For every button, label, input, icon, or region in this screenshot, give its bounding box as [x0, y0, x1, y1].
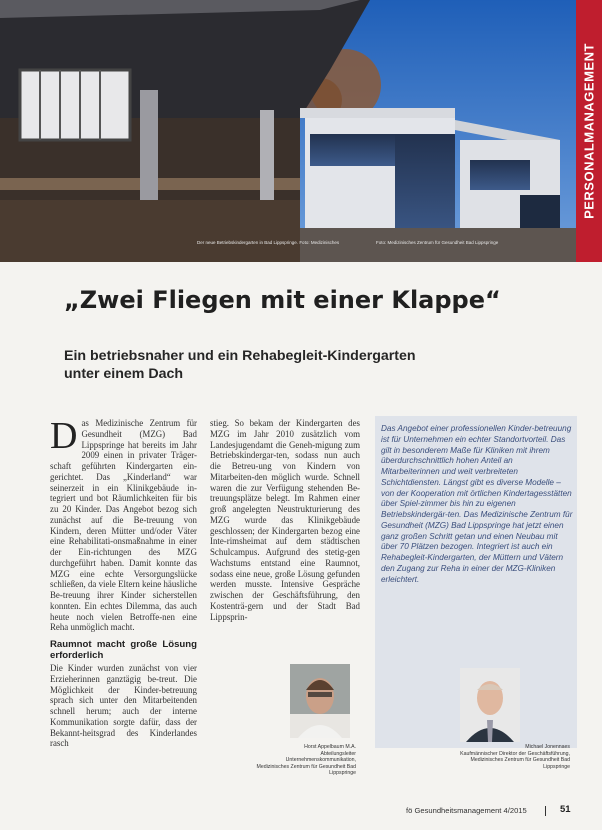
journal-footer: fö Gesundheitsmanagement 4/2015: [406, 806, 527, 815]
section-tab: [576, 0, 602, 262]
section-tab-label: PERSONALMANAGEMENT: [581, 43, 597, 219]
section-subheading: Raumnot macht große Lösung erforderlich: [50, 639, 197, 661]
author-photo-2: [460, 668, 520, 742]
author-caption-2: [450, 744, 570, 770]
teaser-text: Das Angebot einer professionellen Kinder-betreuung ist für Unternehmen ein echter Standortvorteil. Das gilt in besonderem Maße für Kliniken mit ihrem überdurchschnittlich hohen Anteil an Mitarbeiterinnen und weit verbreiteten Schichtdiensten. Längst gibt es diverse Modelle – von der Kooperation mit örtlichen Kindertagesstätten über Spiel-zimmer bis hin zu eigenen Betriebskindergär-ten. Das Medizinische Zentrum für Gesundheit (MZG) Bad Lippspringe hat jetzt einen ganz großen Schritt getan und einen Neubau mit über 70 Plätzen bezogen. Integriert ist auch ein Rehabegleit-Kindergarten, der Müttern und Vätern den Zugang zur Reha in einer der MZG-Kliniken erleichtert.: [381, 424, 573, 584]
author-photo-1: [290, 664, 350, 738]
drop-cap: D: [50, 415, 78, 457]
photo-caption-left: Der neue Betriebskindergarten in Bad Lippspringe. Foto: Medizinisches: [197, 240, 340, 245]
article-column-1: [50, 415, 197, 749]
building-illustration: [0, 0, 602, 262]
author-portrait-2: [460, 668, 520, 742]
article-subtitle: Ein betriebsnaher und ein Rehabegleit-Kindergarten unter einem Dach: [64, 348, 416, 382]
column-1-intro: as Medizinische Zentrum für Gesundheit (MZG) Bad Lippspringe hat bereits im Jahr 2009 einen in privater Träger-schaft geführten Kindergarten ein-gerichtet. Das „Kinderland“ war seinerzeit in ein Klinikgebäude in-tegriert und bot Räumlichkeiten für bis zu 20 Kinder. Das Angebot bezog sich zunächst auf die Be-treuung von Kindern, deren Mütter und/oder Väter eine Rehabilitati-onsmaßnahme in einer der Ein-richtungen des MZG durchgeführt haben. Damit konnte das MZG eine echte Versorgungslücke schließen, da viele Eltern keine häusliche Be-treuung ihrer Kinder sicherstellen konnten. Ein echtes Dilemma, das auch heute noch vielen Betroffe-nen eine Reha unmöglich macht.: [50, 418, 197, 633]
footer-divider: [545, 806, 546, 816]
author-role-1: Abteilungsleiter Unternehmenskommunikation, Medizinisches Zentrum für Gesundheit Bad Lippspringe: [256, 750, 356, 777]
author-caption-1: [256, 744, 356, 777]
author-portrait-1: [290, 664, 350, 738]
header-photo: [0, 0, 602, 262]
author-name-1: Horst Appelbaum M.A.: [304, 744, 356, 750]
photo-caption-right: Foto: Medizinisches Zentrum für Gesundheit Bad Lippspringe: [376, 240, 499, 245]
article-column-2: [210, 418, 360, 622]
author-role-2: Kaufmännischer Direktor der Geschäftsführung, Medizinisches Zentrum für Gesundheit Bad Lippspringe: [460, 750, 570, 770]
page-number: 51: [560, 804, 571, 815]
article-title: „Zwei Fliegen mit einer Klappe“: [64, 286, 501, 314]
column-2-text: stieg. So bekam der Kindergarten des MZG im Jahr 2010 zusätzlich vom Landesjugendamt die Geneh-migung zum Betriebskindergar-ten, sodass nun auch die Betreu-ung von Kindern von Mitarbeiten-den möglich wurde. Schnell waren die zur Verfügung stehenden Be-treuungsplätze belegt. Im Rahmen einer groß angelegten Neustrukturierung des MZG wurde das Klinikgebäude geschlossen; der Kindergarten bezog eine Inte-rimsheimat auf dem städtischen Schulcampus. Aufgrund des stetig-gen Wachstums entstand eine Raumnot, sodass eine neue, große Lösung gefunden werden musste. Intensive Gespräche zwischen der Geschäftsführung, den Kostenträ-gern und der Stadt Bad Lippsprin-: [210, 418, 360, 622]
author-name-2: Michael Jonennaes: [525, 744, 570, 750]
column-1-rest: Die Kinder wurden zunächst von vier Erzieherinnen ganztägig be-treut. Die Möglichkeit der Kinder-betreuung sprach sich unter den Mitarbeitenden schnell herum; auch der interne Kommunikation sorgte dafür, dass der Bekannt-heitsgrad des Kinderlandes rasch: [50, 663, 197, 749]
